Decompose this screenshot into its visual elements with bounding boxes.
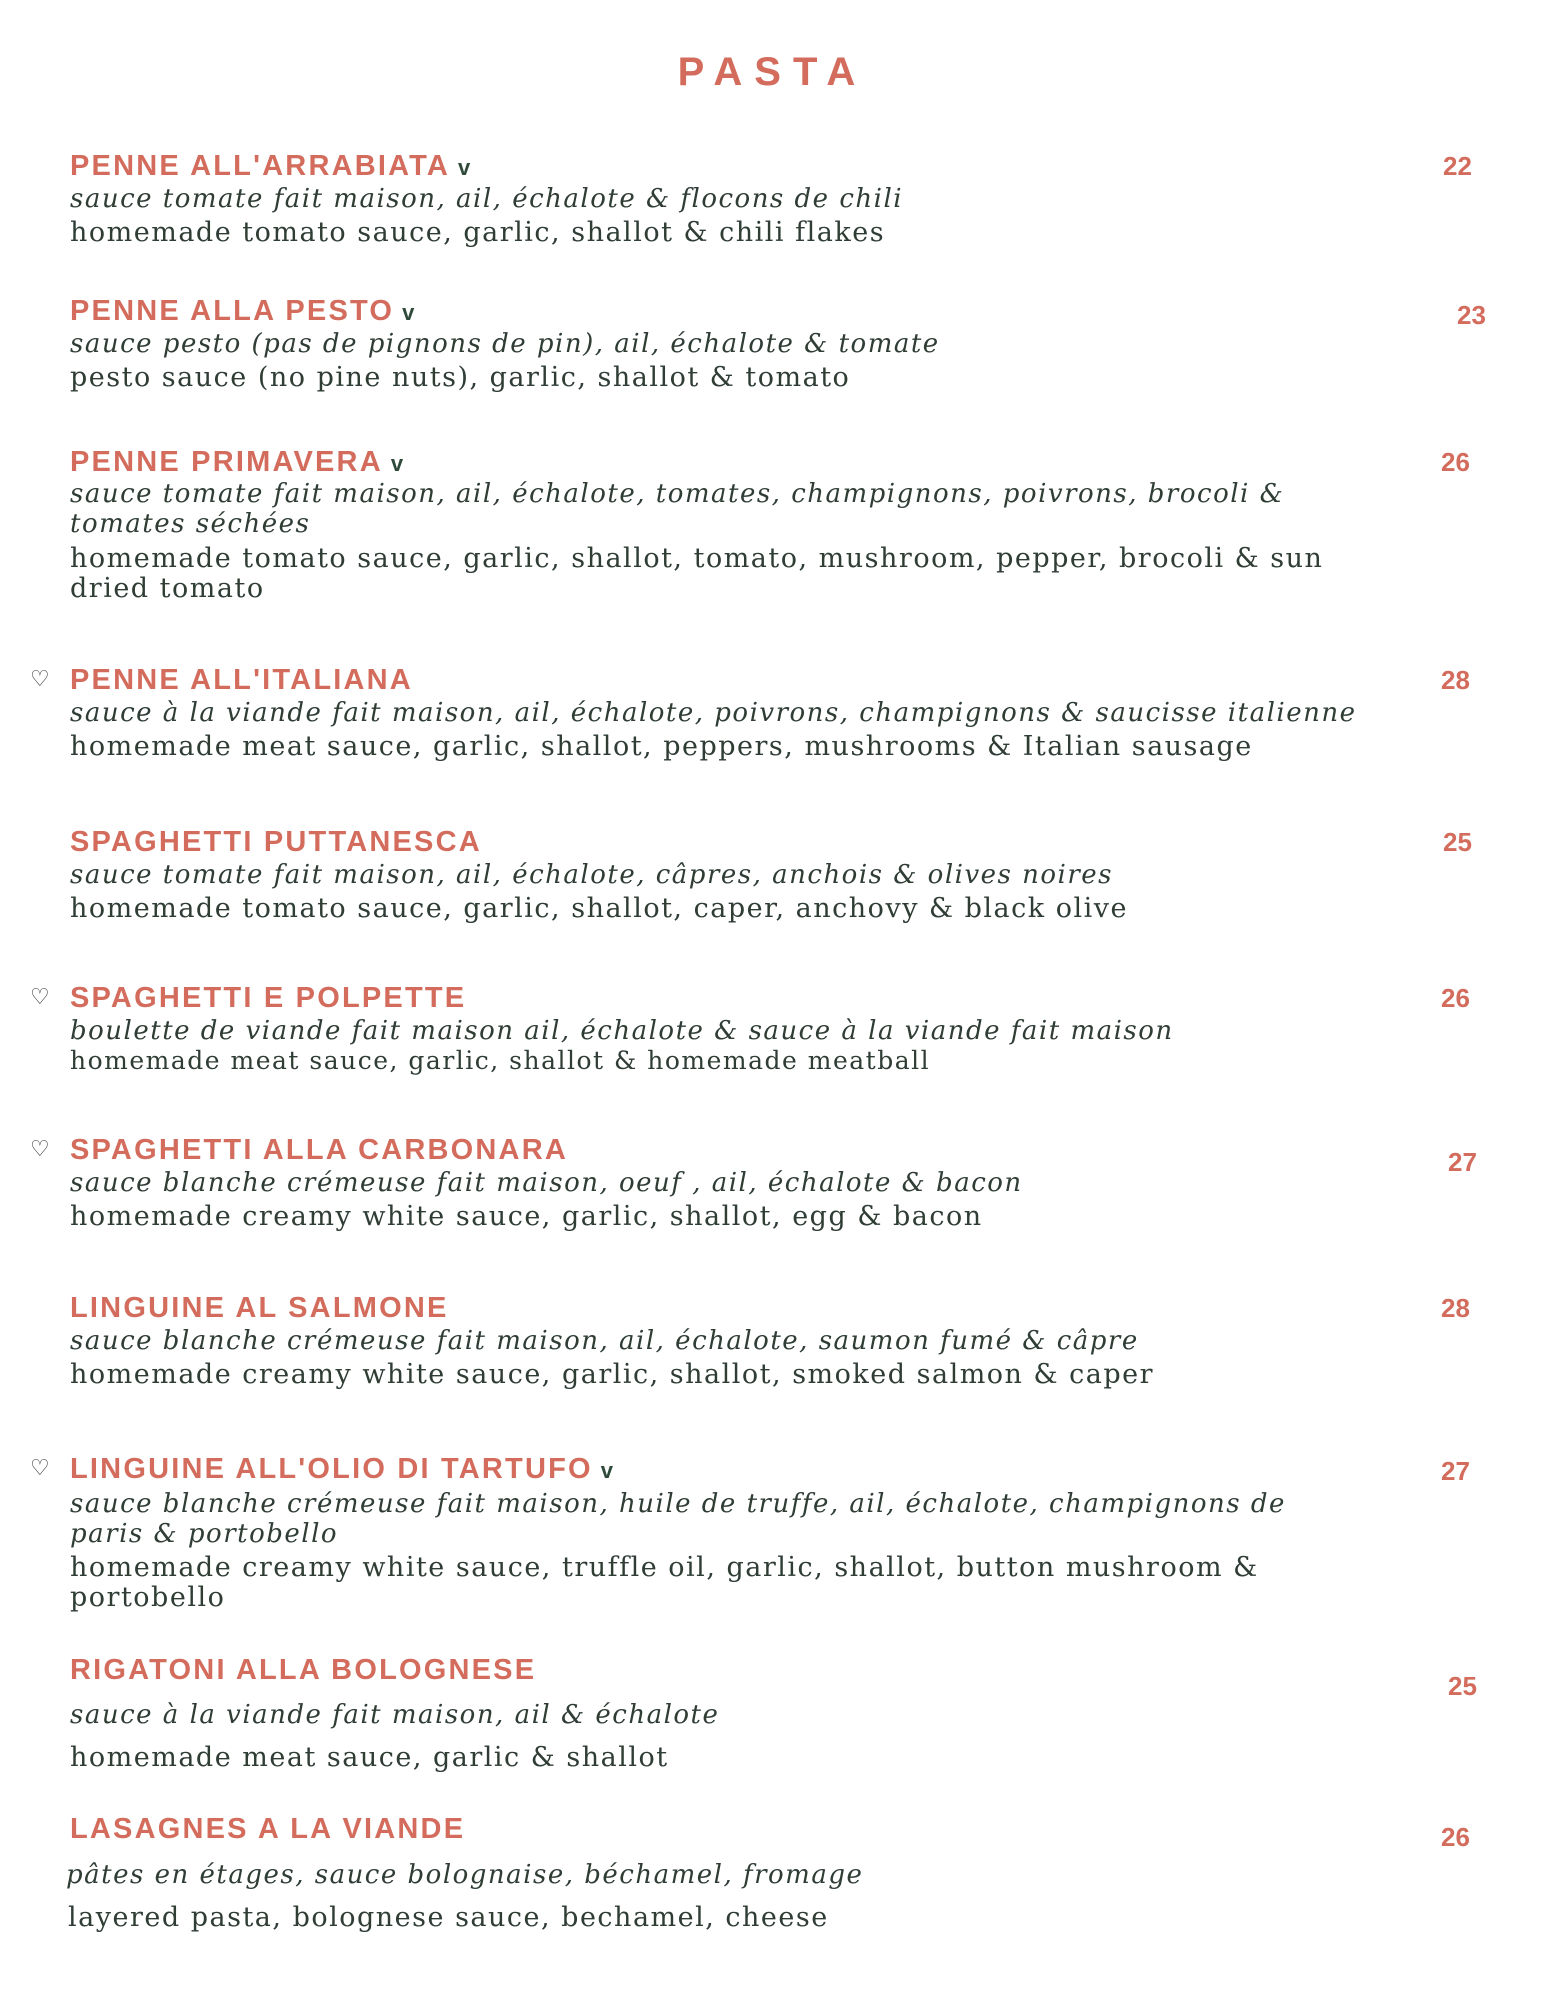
dish-description-en: homemade meat sauce, garlic, shallot & homemade meatball (70, 1046, 931, 1075)
dish-name-text: SPAGHETTI PUTTANESCA (70, 826, 482, 858)
dish-price: 25 (1443, 827, 1472, 857)
dish-name (70, 293, 414, 331)
dish-price: 26 (1441, 983, 1470, 1013)
dish-description-fr: sauce blanche crémeuse fait maison, huile de truffe, ail, échalote, champignons de paris & portobello (70, 1489, 1286, 1549)
dish-description-fr: sauce pesto (pas de pignons de pin), ail, échalote & tomate (70, 329, 940, 359)
dish-description-fr: pâtes en étages, sauce bolognaise, béchamel, fromage (66, 1860, 864, 1890)
dish-description-fr: sauce blanche crémeuse fait maison, oeuf , ail, échalote & bacon (70, 1168, 1023, 1198)
dish-description-en: homemade tomato sauce, garlic, shallot, tomato, mushroom, pepper, brocoli & sun dried tomato (70, 543, 1324, 604)
dish-name (70, 1132, 576, 1170)
vegetarian-badge: v (390, 451, 404, 476)
dish-description-fr: sauce blanche crémeuse fait maison, ail, échalote, saumon fumé & câpre (70, 1326, 1139, 1356)
dish-name-text: LASAGNES A LA VIANDE (70, 1813, 466, 1845)
dish-description-en: pesto sauce (no pine nuts), garlic, shallot & tomato (70, 362, 851, 393)
dish-name (70, 1652, 544, 1690)
dish-name-text: PENNE ALL'ARRABIATA (70, 150, 451, 182)
dish-name (70, 1290, 457, 1328)
dish-name-text: PENNE ALL'ITALIANA (70, 664, 413, 696)
dish-description-en: layered pasta, bolognese sauce, bechamel, cheese (68, 1902, 829, 1933)
dish-name (70, 824, 490, 862)
dish-name (70, 980, 474, 1018)
dish-description-fr: sauce à la viande fait maison, ail, échalote, poivrons, champignons & saucisse italienne (70, 698, 1357, 728)
dish-description-fr: sauce à la viande fait maison, ail & échalote (70, 1700, 720, 1730)
heart-icon: ♡ (30, 667, 50, 692)
dish-name-text: PENNE ALLA PESTO (70, 295, 395, 327)
dish-description-en: homemade meat sauce, garlic, shallot, peppers, mushrooms & Italian sausage (70, 731, 1253, 762)
dish-name-text: SPAGHETTI E POLPETTE (70, 982, 467, 1014)
dish-price: 22 (1443, 151, 1472, 181)
dish-name (70, 1811, 473, 1849)
dish-price: 27 (1441, 1456, 1470, 1486)
dish-description-en: homemade tomato sauce, garlic, shallot & chili flakes (70, 217, 886, 248)
dish-name-text: LINGUINE ALL'OLIO DI TARTUFO (70, 1453, 593, 1485)
vegetarian-badge: v (402, 300, 415, 325)
dish-name-text: PENNE PRIMAVERA (70, 446, 383, 478)
dish-description-en: homemade tomato sauce, garlic, shallot, caper, anchovy & black olive (70, 893, 1128, 924)
dish-price: 26 (1441, 447, 1470, 477)
dish-price: 25 (1448, 1671, 1477, 1701)
dish-description-en: homemade creamy white sauce, garlic, shallot, egg & bacon (70, 1201, 983, 1232)
dish-description-fr: sauce tomate fait maison, ail, échalote & flocons de chili (70, 184, 904, 214)
heart-icon: ♡ (30, 985, 50, 1010)
dish-price: 26 (1441, 1822, 1470, 1852)
vegetarian-badge: v (600, 1458, 614, 1483)
dish-name-text: SPAGHETTI ALLA CARBONARA (70, 1134, 568, 1166)
dish-name-text: RIGATONI ALLA BOLOGNESE (70, 1654, 537, 1686)
dish-name (70, 444, 403, 482)
dish-name (70, 148, 470, 186)
dish-description-fr: sauce tomate fait maison, ail, échalote, tomates, champignons, poivrons, brocoli & tomates séchées (70, 479, 1285, 539)
dish-price: 28 (1441, 1293, 1470, 1323)
menu-title: PASTA (677, 50, 868, 94)
dish-name (70, 1451, 613, 1489)
dish-price: 23 (1457, 300, 1486, 330)
dish-price: 27 (1448, 1147, 1477, 1177)
heart-icon: ♡ (30, 1137, 50, 1162)
dish-price: 28 (1441, 665, 1470, 695)
dish-name (70, 662, 421, 700)
dish-description-en: homemade meat sauce, garlic & shallot (70, 1742, 669, 1773)
dish-description-en: homemade creamy white sauce, truffle oil, garlic, shallot, button mushroom & portobello (70, 1552, 1259, 1613)
heart-icon: ♡ (30, 1456, 50, 1481)
vegetarian-badge: v (458, 155, 471, 180)
dish-description-en: homemade creamy white sauce, garlic, shallot, smoked salmon & caper (70, 1359, 1155, 1390)
dish-description-fr: boulette de viande fait maison ail, échalote & sauce à la viande fait maison (70, 1016, 1174, 1046)
dish-name-text: LINGUINE AL SALMONE (70, 1292, 449, 1324)
dish-description-fr: sauce tomate fait maison, ail, échalote, câpres, anchois & olives noires (70, 860, 1114, 890)
